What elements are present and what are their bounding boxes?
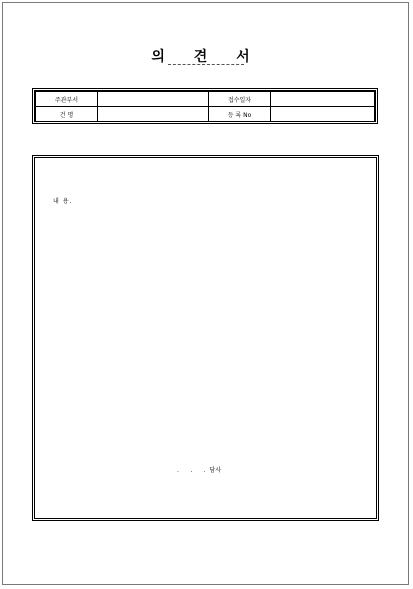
- info-row-department: [36, 92, 375, 107]
- info-table: [32, 88, 378, 124]
- subject-label: 건 명: [36, 107, 98, 122]
- registration-no-value[interactable]: [271, 107, 375, 122]
- department-label: 주관부서: [36, 92, 98, 107]
- receipt-date-label: 접수일자: [209, 92, 271, 107]
- content-label: 내 용.: [53, 198, 73, 205]
- date-signature-line: . . . 담사: [177, 467, 222, 474]
- department-value[interactable]: [98, 92, 209, 107]
- content-box[interactable]: [32, 155, 379, 521]
- info-row-subject: [36, 107, 375, 122]
- receipt-date-value[interactable]: [271, 92, 375, 107]
- subject-value[interactable]: [98, 107, 209, 122]
- document-title: 의 견 서: [151, 49, 262, 65]
- registration-no-label: 등 록 No: [209, 107, 271, 122]
- title-underline: [168, 64, 244, 65]
